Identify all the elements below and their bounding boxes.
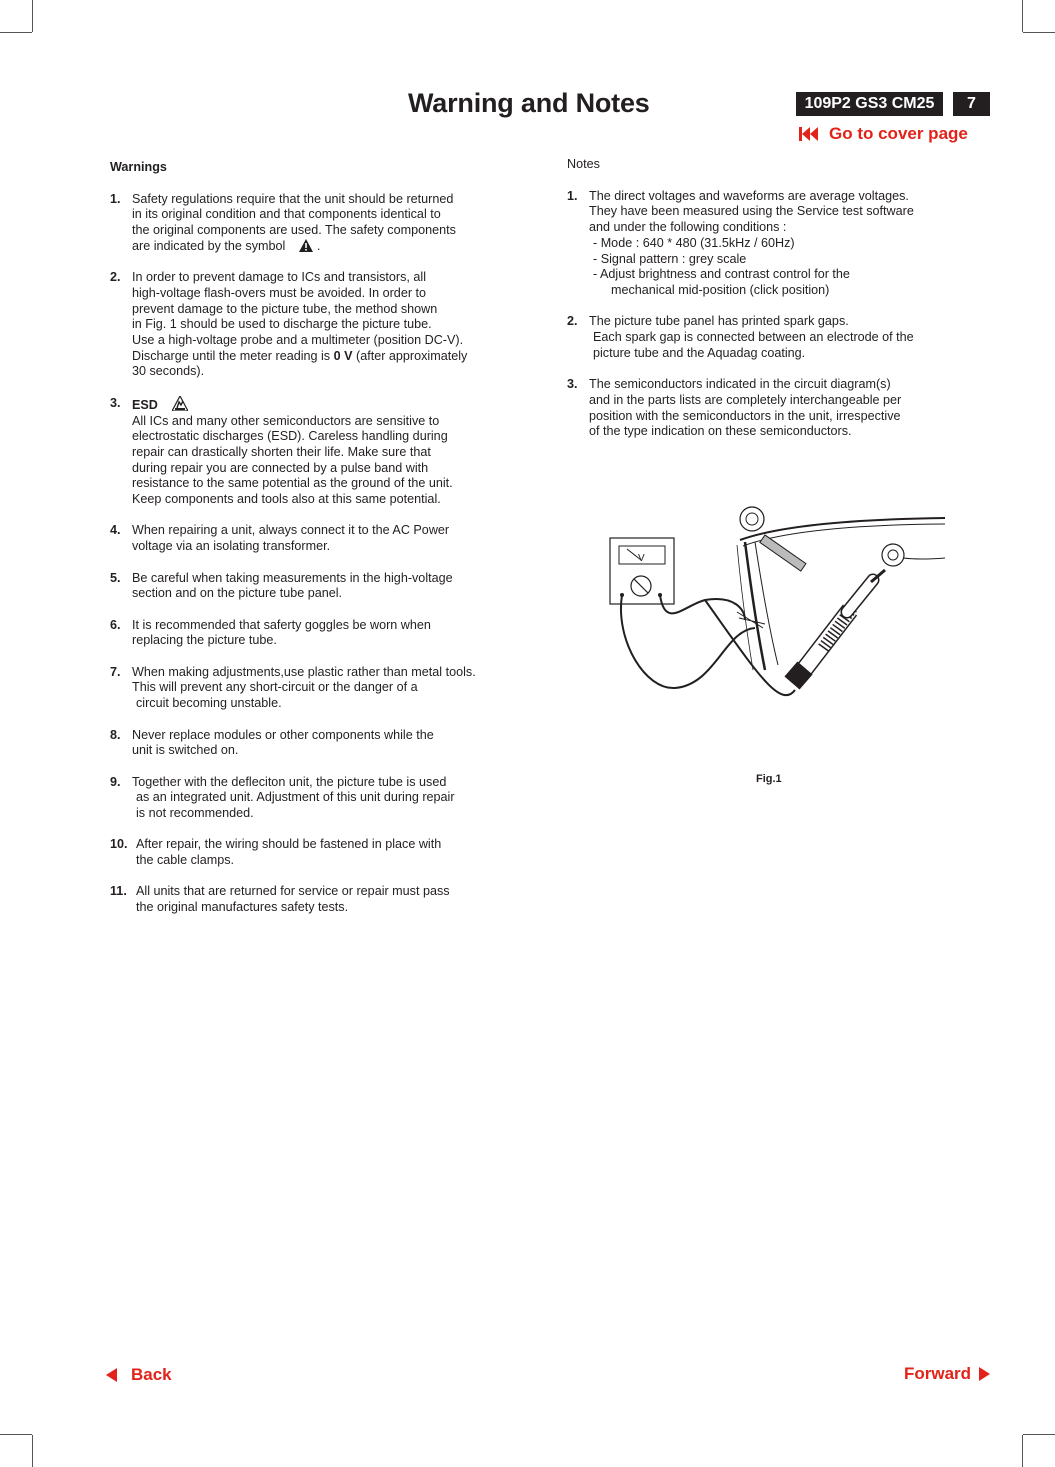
warning-item: 9. Together with the defleciton unit, the picture tube is used as an integrated unit. Adjustment of this unit during repair is not recommended. xyxy=(110,775,505,822)
item-line-tail: (after approximately xyxy=(356,348,468,363)
forward-link[interactable] xyxy=(904,1364,990,1384)
item-line: resistance to the same potential as the ground of the unit. xyxy=(132,476,453,491)
item-line: the original manufactures safety tests. xyxy=(136,900,349,915)
item-number: 1 xyxy=(110,191,118,206)
warning-item: 7. When making adjustments,use plastic rather than metal tools. This will prevent any short-circuit or the danger of a circuit becoming unstable. xyxy=(110,665,505,712)
item-line: circuit becoming unstable. xyxy=(136,696,282,711)
note-item: 1. The direct voltages and waveforms are average voltages. They have been measured using the Service test software and under the following conditions : - Mode : 640 * 480 (31.5kHz / 60Hz) - Signal pattern : grey scale - Adjust brightness and contrast control for the mechanical mid-position (click position) xyxy=(567,189,947,299)
cover-link-label: Go to cover page xyxy=(829,124,968,143)
item-line: When repairing a unit, always connect it to the AC Power xyxy=(132,523,450,538)
item-line: Be careful when taking measurements in the high-voltage xyxy=(132,570,453,585)
item-line: Discharge until the meter reading is xyxy=(132,348,331,363)
esd-warning-icon xyxy=(172,396,188,411)
item-line: and under the following conditions : xyxy=(589,220,787,235)
item-line: high-voltage flash-overs must be avoided. In order to xyxy=(132,285,427,300)
condition-line: - Signal pattern : grey scale xyxy=(593,251,747,266)
back-label: Back xyxy=(131,1365,172,1384)
item-number: 7 xyxy=(110,664,118,679)
item-line: Safety regulations require that the unit should be returned xyxy=(132,191,454,206)
meter-reading-value: 0 V xyxy=(333,348,353,363)
arrow-right-icon xyxy=(979,1367,990,1381)
item-number: 3 xyxy=(110,395,118,410)
model-badge: 109P2 GS3 CM25 xyxy=(796,92,943,116)
item-line: Never replace modules or other components while the xyxy=(132,727,434,742)
go-to-cover-link[interactable] xyxy=(799,124,968,144)
item-number: 1 xyxy=(567,188,575,203)
item-number: 9 xyxy=(110,774,118,789)
esd-title: ESD xyxy=(132,397,158,412)
condition-line: mechanical mid-position (click position) xyxy=(611,282,830,297)
item-line: It is recommended that saferty goggles be worn when xyxy=(132,617,431,632)
safety-warning-icon xyxy=(299,239,313,252)
item-number: 11. xyxy=(110,884,127,899)
item-line: After repair, the wiring should be fastened in place with xyxy=(136,837,442,852)
item-line-tail: . xyxy=(316,238,321,253)
item-number: 6 xyxy=(110,617,118,632)
item-line: Together with the defleciton unit, the picture tube is used xyxy=(132,774,447,789)
item-line: position with the semiconductors in the unit, irrespective xyxy=(589,408,901,423)
item-line: In order to prevent damage to ICs and transistors, all xyxy=(132,270,427,285)
item-number: 3 xyxy=(567,377,575,392)
item-number: 4 xyxy=(110,523,118,538)
warnings-heading: Warnings xyxy=(110,160,167,174)
item-line: as an integrated unit. Adjustment of this unit during repair xyxy=(136,790,455,805)
warning-item: 6. It is recommended that saferty goggles be worn when replacing the picture tube. xyxy=(110,618,505,649)
item-line: The semiconductors indicated in the circuit diagram(s) xyxy=(589,377,891,392)
item-number: 2 xyxy=(110,270,118,285)
item-line: the cable clamps. xyxy=(136,853,235,868)
item-line: prevent damage to the picture tube, the method shown xyxy=(132,301,438,316)
item-number: 8 xyxy=(110,727,118,742)
item-line: Use a high-voltage probe and a multimeter (position DC-V). xyxy=(132,333,464,348)
condition-line: - Mode : 640 * 480 (31.5kHz / 60Hz) xyxy=(593,235,795,250)
item-line: 30 seconds). xyxy=(132,364,205,379)
crop-mark xyxy=(1023,32,1055,33)
item-line: in its original condition and that components identical to xyxy=(132,207,441,222)
item-line: of the type indication on these semiconductors. xyxy=(589,424,852,439)
item-line: unit is switched on. xyxy=(132,743,239,758)
item-line: When making adjustments,use plastic rather than metal tools. xyxy=(132,664,476,679)
item-line: voltage via an isolating transformer. xyxy=(132,539,331,554)
warning-item: 1. Safety regulations require that the unit should be returned in its original condition and that components identical to the original components are used. The safety components are indicated by the symbol . xyxy=(110,192,505,255)
meter-label: V xyxy=(638,553,645,564)
crop-mark xyxy=(32,0,33,32)
crop-mark xyxy=(1023,1434,1055,1435)
crop-mark xyxy=(0,1434,32,1435)
item-line: This will prevent any short-circuit or the danger of a xyxy=(132,680,418,695)
item-line: and in the parts lists are completely interchangeable per xyxy=(589,392,902,407)
item-line: during repair you are connected by a pulse band with xyxy=(132,460,429,475)
warning-item: 5. Be careful when taking measurements in the high-voltage section and on the picture tube panel. xyxy=(110,571,505,602)
item-line: All units that are returned for service or repair must pass xyxy=(136,884,450,899)
crop-mark xyxy=(1022,0,1023,32)
item-line: the original components are used. The safety components xyxy=(132,223,456,238)
warning-item xyxy=(110,884,505,915)
figure-caption: Fig.1 xyxy=(756,773,782,785)
item-number: 2 xyxy=(567,314,575,329)
crop-mark xyxy=(1022,1435,1023,1467)
warnings-section xyxy=(110,160,505,932)
notes-heading: Notes xyxy=(567,157,600,171)
page-number-badge: 7 xyxy=(953,92,990,116)
item-line: Each spark gap is connected between an electrode of the xyxy=(593,330,914,345)
crop-mark xyxy=(32,1435,33,1467)
item-line: electrostatic discharges (ESD). Careless handling during xyxy=(132,429,448,444)
item-number: 10. xyxy=(110,837,128,852)
item-line: The picture tube panel has printed spark gaps. xyxy=(589,314,849,329)
arrow-left-icon xyxy=(106,1368,117,1382)
discharge-diagram xyxy=(605,500,950,730)
warning-item: 8. Never replace modules or other components while the unit is switched on. xyxy=(110,728,505,759)
note-item: 3. The semiconductors indicated in the circuit diagram(s) and in the parts lists are completely interchangeable per position with the semiconductors in the unit, irrespective of the type indication on these semiconductors. xyxy=(567,377,947,440)
crop-mark xyxy=(0,32,32,33)
item-line: section and on the picture tube panel. xyxy=(132,586,343,601)
item-line: are indicated by the symbol xyxy=(132,238,286,253)
item-line: in Fig. 1 should be used to discharge the picture tube. xyxy=(132,317,432,332)
item-line: They have been measured using the Service test software xyxy=(589,204,914,219)
item-line: replacing the picture tube. xyxy=(132,633,277,648)
back-link[interactable] xyxy=(106,1365,172,1385)
item-number: 5 xyxy=(110,570,118,585)
item-line: All ICs and many other semiconductors are sensitive to xyxy=(132,413,440,428)
page-title: Warning and Notes xyxy=(408,88,650,118)
forward-label: Forward xyxy=(904,1364,972,1383)
warning-item: 4. When repairing a unit, always connect it to the AC Power voltage via an isolating transformer. xyxy=(110,523,505,554)
item-line: picture tube and the Aquadag coating. xyxy=(593,345,806,360)
item-line: Keep components and tools also at this same potential. xyxy=(132,492,441,507)
skip-back-icon xyxy=(799,126,819,142)
warning-item xyxy=(110,837,505,868)
item-line: The direct voltages and waveforms are average voltages. xyxy=(589,188,909,203)
warning-item: 2. In order to prevent damage to ICs and transistors, all high-voltage flash-overs must be avoided. In order to prevent damage to the picture tube, the method shown in Fig. 1 should be used to discharge the picture tube. Use a high-voltage probe and a multimeter (position DC-V). Discharge until the meter reading is 0 V (after approximately 30 seconds). xyxy=(110,270,505,380)
item-line: repair can drastically shorten their life. Make sure that xyxy=(132,444,431,459)
item-line: is not recommended. xyxy=(136,806,254,820)
notes-section xyxy=(567,157,947,456)
warning-item: 3. ESD All ICs and many other semiconductors are sensitive to electrostatic discharges (ESD). Careless handling during repair can drastically shorten their life. Make sure that during repair you are connected by a pulse band with resistance to the same potential as the ground of the unit. Keep components and tools also at this same potential. xyxy=(110,396,505,508)
note-item: 2. The picture tube panel has printed spark gaps. Each spark gap is connected between an electrode of the picture tube and the Aquadag coating. xyxy=(567,314,947,361)
condition-line: - Adjust brightness and contrast control for the xyxy=(593,267,850,282)
